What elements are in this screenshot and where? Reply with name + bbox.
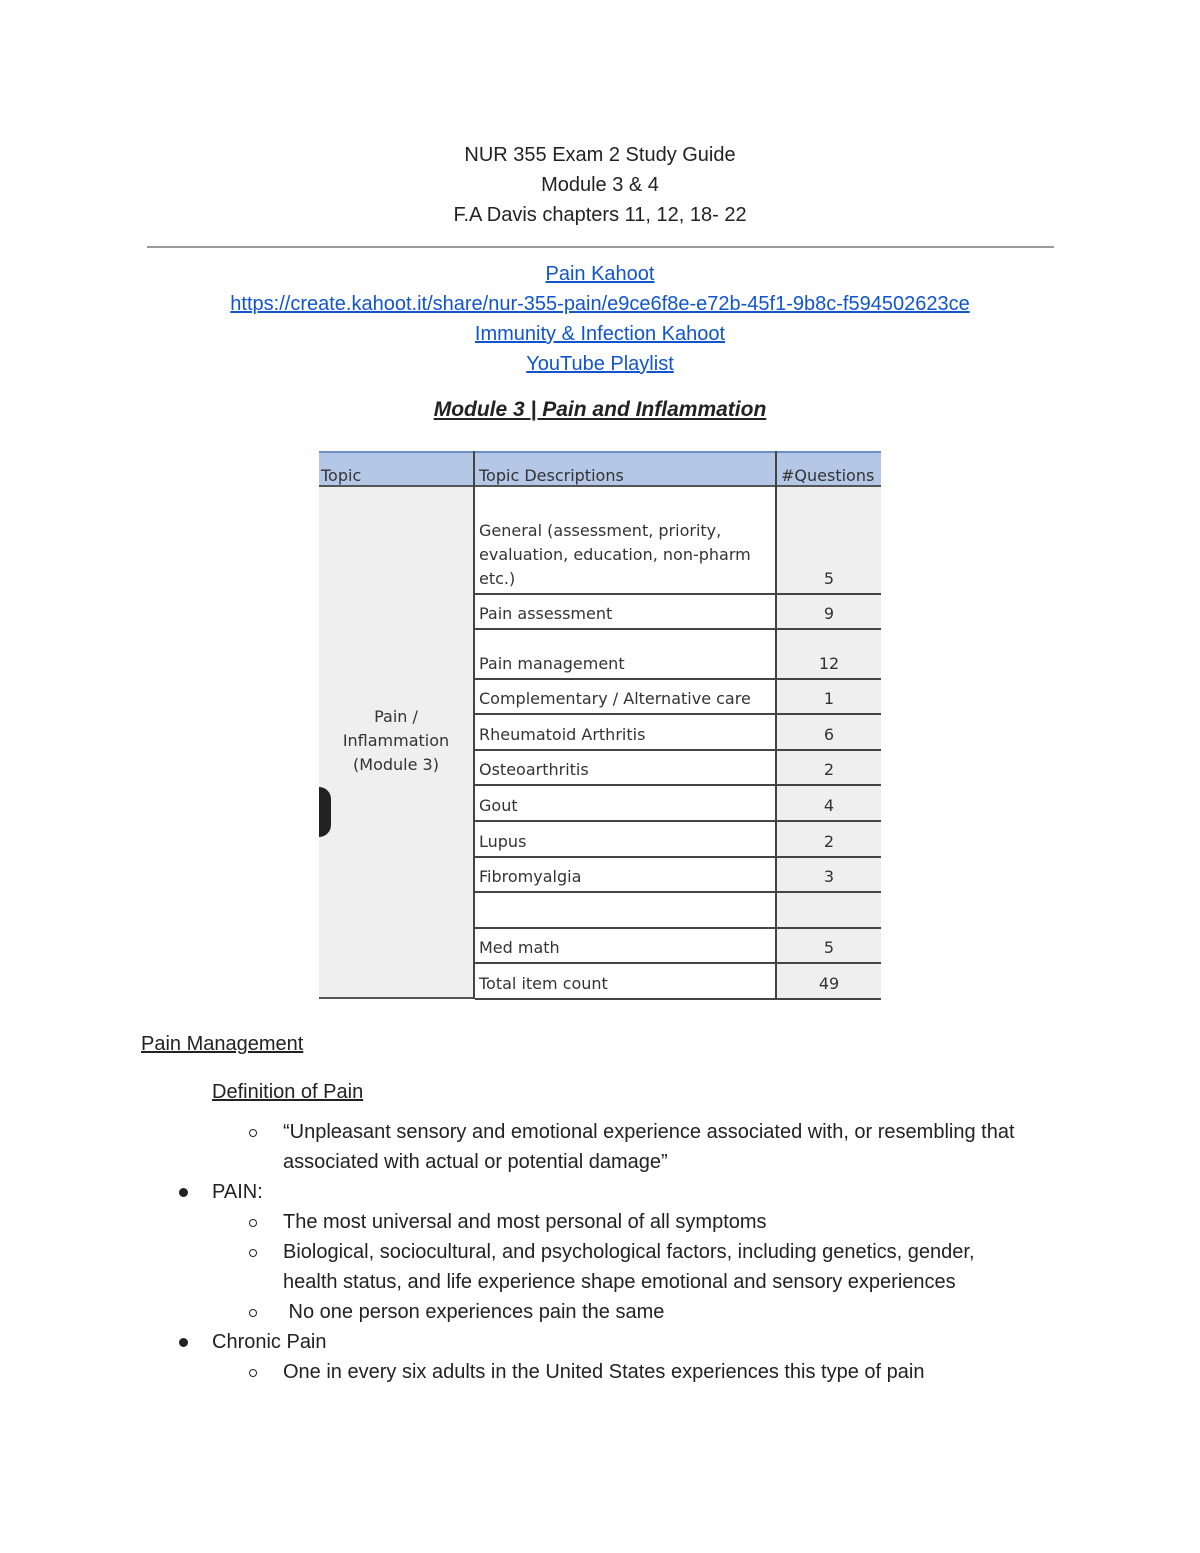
topic-description: Complementary / Alternative care xyxy=(479,689,751,708)
topic-description: General (assessment, priority, evaluation, education, non-pharm etc.) xyxy=(479,521,751,588)
circle-bullet-icon xyxy=(249,1249,257,1257)
topic-description: Pain management xyxy=(479,654,625,673)
table-row xyxy=(475,929,881,964)
comment-marker-icon xyxy=(319,787,331,837)
circle-bullet-icon xyxy=(249,1309,257,1317)
topic-cell xyxy=(319,487,473,999)
table-row xyxy=(475,487,881,595)
resource-links xyxy=(0,259,1200,379)
question-count: 2 xyxy=(823,832,835,851)
table-row xyxy=(475,786,881,822)
table-header-questions: #Questions xyxy=(777,451,881,487)
circle-bullet-icon xyxy=(249,1219,257,1227)
question-count: 9 xyxy=(823,604,835,623)
horizontal-rule xyxy=(147,246,1054,248)
table-row xyxy=(475,680,881,715)
column-divider xyxy=(473,451,475,999)
table-row xyxy=(475,595,881,630)
topic-description: Total item count xyxy=(479,974,608,993)
document-modules: Module 3 & 4 xyxy=(541,174,659,196)
topic-description: Osteoarthritis xyxy=(479,760,589,779)
table-header-topic: Topic xyxy=(319,451,473,487)
question-count: 2 xyxy=(823,760,835,779)
topic-description: Fibromyalgia xyxy=(479,867,582,886)
column-divider xyxy=(775,451,777,999)
chronic-item: One in every six adults in the United States experiences this type of pain xyxy=(283,1361,925,1383)
table-row xyxy=(475,715,881,751)
pain-kahoot-link[interactable]: Pain Kahoot xyxy=(545,263,655,285)
youtube-playlist-link[interactable]: YouTube Playlist xyxy=(526,353,674,375)
table-row xyxy=(475,822,881,858)
chronic-pain-label: Chronic Pain xyxy=(212,1331,327,1353)
question-count: 1 xyxy=(823,689,835,708)
question-table xyxy=(319,451,881,999)
table-header-descriptions: Topic Descriptions xyxy=(475,451,775,487)
table-row xyxy=(475,858,881,893)
kahoot-url-link[interactable]: https://create.kahoot.it/share/nur-355-pain/e9ce6f8e-e72b-45f1-9b8c-f594502623ce xyxy=(230,293,970,315)
question-count: 3 xyxy=(823,867,835,886)
pain-item: No one person experiences pain the same xyxy=(283,1301,665,1323)
disc-bullet-icon xyxy=(179,1338,188,1347)
definition-text: “Unpleasant sensory and emotional experience associated with, or resembling that associated with actual or potential damage” xyxy=(283,1121,1015,1173)
topic-label: Pain / Inflammation (Module 3) xyxy=(342,707,450,774)
circle-bullet-icon xyxy=(249,1129,257,1137)
circle-bullet-icon xyxy=(249,1369,257,1377)
question-count: 12 xyxy=(818,654,840,673)
table-row xyxy=(475,751,881,786)
question-count: 5 xyxy=(823,938,835,957)
question-count-cell xyxy=(777,893,881,927)
definition-heading: Definition of Pain xyxy=(212,1081,364,1103)
topic-description: Med math xyxy=(479,938,560,957)
question-count: 4 xyxy=(823,796,835,815)
pain-management-heading: Pain Management xyxy=(141,1033,304,1055)
topic-description: Rheumatoid Arthritis xyxy=(479,725,646,744)
pain-label: PAIN: xyxy=(212,1181,263,1203)
document-chapters: F.A Davis chapters 11, 12, 18- 22 xyxy=(453,204,747,226)
topic-description: Lupus xyxy=(479,832,527,851)
document-title: NUR 355 Exam 2 Study Guide xyxy=(464,144,736,166)
question-count: 6 xyxy=(823,725,835,744)
table-row xyxy=(475,964,881,1000)
disc-bullet-icon xyxy=(179,1188,188,1197)
section-title: Module 3 | Pain and Inflammation xyxy=(433,398,767,421)
pain-item: Biological, sociocultural, and psychological factors, including genetics, gender, health status, and life experience shape emotional and sensory experiences xyxy=(283,1241,975,1293)
pain-item: The most universal and most personal of all symptoms xyxy=(283,1211,767,1233)
question-count: 49 xyxy=(818,974,840,993)
table-row xyxy=(475,893,881,929)
immunity-kahoot-link[interactable]: Immunity & Infection Kahoot xyxy=(474,323,726,345)
topic-description: Gout xyxy=(479,796,518,815)
document-header xyxy=(0,140,1200,230)
question-count: 5 xyxy=(823,569,835,588)
table-row xyxy=(475,630,881,680)
topic-description: Pain assessment xyxy=(479,604,613,623)
